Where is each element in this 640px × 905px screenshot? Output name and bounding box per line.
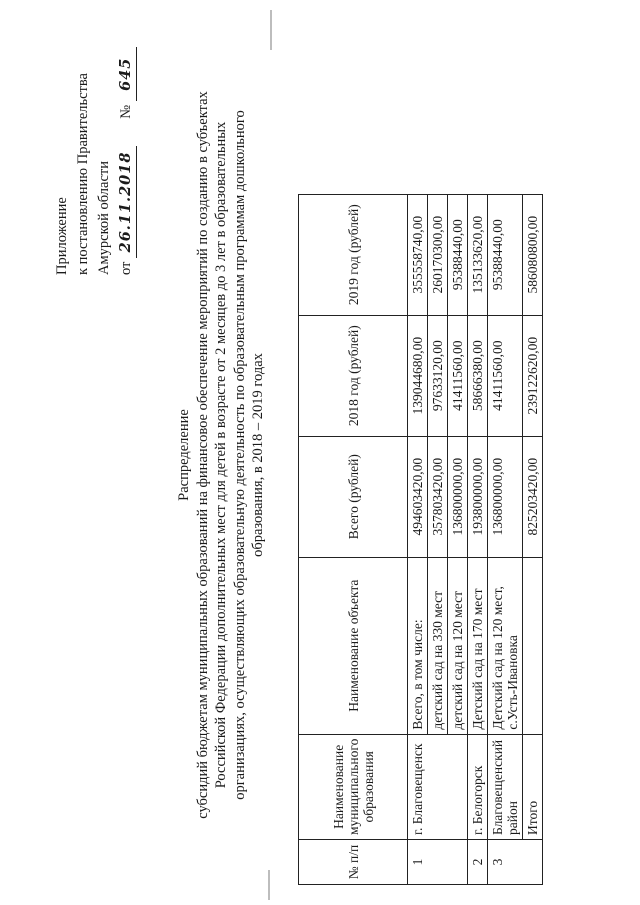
row-object: Детский сад на 120 мест, с.Усть-Ивановка bbox=[488, 557, 523, 734]
row-municipality: г. Белогорск bbox=[468, 734, 488, 839]
row-2019: 95388440,00 bbox=[488, 194, 523, 315]
row-num: 2 bbox=[468, 840, 488, 885]
row-2018: 97633120,00 bbox=[428, 315, 448, 436]
header-object: Наименование объекта bbox=[299, 557, 408, 734]
heading-title: Распределение bbox=[176, 409, 192, 501]
total-object-empty bbox=[523, 557, 543, 734]
header-num: № п/п bbox=[299, 840, 408, 885]
heading-line-3: организациях, осуществляющих образовательную деятельность по образовательным программам дошкольного bbox=[231, 110, 248, 800]
header-municipality: Наименование муниципального образования bbox=[299, 734, 408, 839]
resolution-date: 26.11.2018 bbox=[115, 146, 137, 258]
row-2018: 41411560,00 bbox=[488, 315, 523, 436]
scan-mark bbox=[268, 870, 270, 900]
row-num: 1 bbox=[408, 840, 468, 885]
appendix-reference bbox=[115, 15, 137, 275]
total-sum: 825203420,00 bbox=[523, 436, 543, 557]
row-municipality: Благовещенский район bbox=[488, 734, 523, 839]
row-object: Всего, в том числе: bbox=[408, 557, 428, 734]
header-2018: 2018 год (рублей) bbox=[299, 315, 408, 436]
row-2018: 58666380,00 bbox=[468, 315, 488, 436]
heading-line-2: Российской Федерации дополнительных мест для детей в возрасте от 2 месяцев до 3 лет в образовательных bbox=[213, 121, 229, 789]
row-object: детский сад на 120 мест bbox=[448, 557, 468, 734]
row-2018: 139044680,00 bbox=[408, 315, 428, 436]
appendix-resolution: к постановлению Правительства bbox=[75, 73, 91, 275]
scan-mark bbox=[270, 10, 272, 50]
row-total: 357803420,00 bbox=[428, 436, 448, 557]
table-row bbox=[468, 194, 488, 884]
total-2018: 239122620,00 bbox=[523, 315, 543, 436]
row-2019: 135133620,00 bbox=[468, 194, 488, 315]
heading-line-4: образования, в 2018 – 2019 годах bbox=[250, 353, 266, 557]
row-2019: 355558740,00 bbox=[408, 194, 428, 315]
number-label: № bbox=[118, 104, 134, 119]
from-label: от bbox=[118, 261, 134, 275]
row-object: Детский сад на 170 мест bbox=[468, 557, 488, 734]
row-object: детский сад на 330 мест bbox=[428, 557, 448, 734]
header-total: Всего (рублей) bbox=[299, 436, 408, 557]
row-2019: 260170300,00 bbox=[428, 194, 448, 315]
row-2019: 95388440,00 bbox=[448, 194, 468, 315]
row-total: 136800000,00 bbox=[448, 436, 468, 557]
table-row bbox=[488, 194, 523, 884]
row-total: 136800000,00 bbox=[488, 436, 523, 557]
row-total: 193800000,00 bbox=[468, 436, 488, 557]
appendix-region: Амурской области bbox=[96, 161, 112, 275]
table-header-row bbox=[299, 194, 408, 884]
document-heading bbox=[175, 25, 268, 885]
row-2018: 41411560,00 bbox=[448, 315, 468, 436]
subsidy-distribution-table bbox=[298, 194, 543, 885]
header-2019: 2019 год (рублей) bbox=[299, 194, 408, 315]
total-2019: 586080800,00 bbox=[523, 194, 543, 315]
row-num: 3 bbox=[488, 840, 543, 885]
appendix-block bbox=[52, 15, 137, 275]
row-total: 494603420,00 bbox=[408, 436, 428, 557]
total-label: Итого bbox=[523, 734, 543, 839]
table-row bbox=[408, 194, 428, 884]
table-total-row bbox=[523, 194, 543, 884]
appendix-title: Приложение bbox=[54, 197, 70, 275]
resolution-number: 645 bbox=[115, 47, 137, 101]
heading-line-1: субсидий бюджетам муниципальных образований на финансовое обеспечение мероприятий по созданию в субъектах bbox=[194, 91, 211, 819]
row-municipality: г. Благовещенск bbox=[408, 734, 468, 839]
